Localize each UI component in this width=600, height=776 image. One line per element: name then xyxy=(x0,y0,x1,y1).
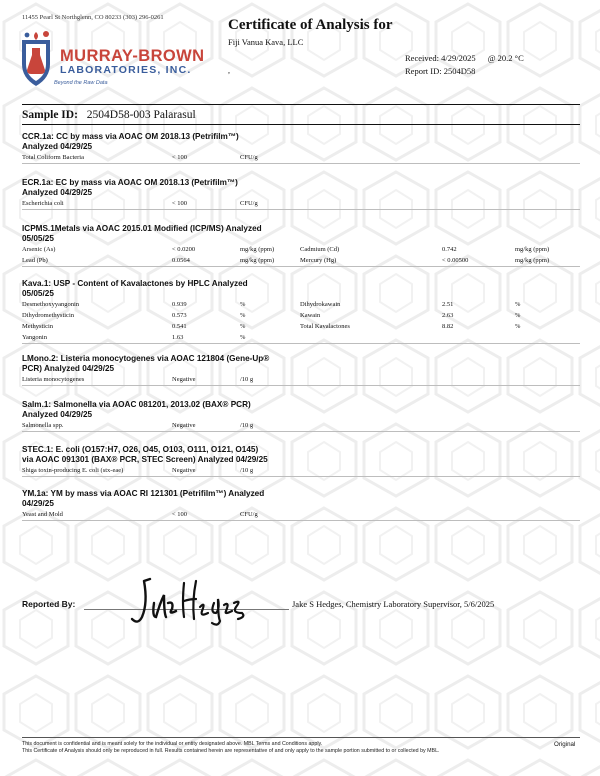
result-row xyxy=(22,244,580,255)
lab-tagline: Beyond the Raw Data xyxy=(54,80,108,86)
test-section-kava xyxy=(22,279,580,344)
section-title: Salm.1: Salmonella via AOAC 081201, 2013.02 (BAX® PCR) xyxy=(22,400,251,409)
analyte-name: Kawain xyxy=(300,312,321,319)
test-section-salmonella xyxy=(22,400,580,432)
analyte-name: Dihydromethysticin xyxy=(22,312,74,319)
result-unit: /10 g xyxy=(240,467,254,474)
section-analyzed: PCR) Analyzed 04/29/25 xyxy=(22,364,115,373)
result-unit: /10 g xyxy=(240,376,254,383)
analyte-name: Lead (Pb) xyxy=(22,257,48,264)
result-value: 2.63 xyxy=(442,312,454,319)
section-title: STEC.1: E. coli (O157:H7, O26, O45, O103, O111, O121, O145) xyxy=(22,445,259,454)
analyte-name: Total Kavalactones xyxy=(300,323,350,330)
result-value: Negative xyxy=(172,376,196,383)
client-address-line: , xyxy=(228,66,230,75)
section-title: ICPMS.1Metals via AOAC 2015.01 Modified (ICP/MS) Analyzed xyxy=(22,224,262,233)
result-unit: mg/kg (ppm) xyxy=(240,257,275,264)
section-analyzed: 04/29/25 xyxy=(22,499,54,508)
result-row xyxy=(22,332,580,343)
result-value: < 100 xyxy=(172,200,188,207)
result-value: 8.82 xyxy=(442,323,454,330)
report-id-value: 2504D58 xyxy=(443,66,476,76)
analyte-name: Yeast and Mold xyxy=(22,511,63,518)
received-temperature: @ 20.2 °C xyxy=(487,53,524,63)
result-row xyxy=(22,509,580,520)
lab-address: 11455 Pearl St Northglenn, CO 80233 (303) 296-0261 xyxy=(22,14,164,21)
result-unit: % xyxy=(240,334,246,341)
result-unit: % xyxy=(240,312,246,319)
result-unit: % xyxy=(515,312,521,319)
sample-id xyxy=(22,109,196,121)
result-unit: % xyxy=(515,301,521,308)
report-id-info xyxy=(405,66,475,76)
analyte-name: Listeria monocytogenes xyxy=(22,376,85,383)
section-title: Kava.1: USP - Content of Kavalactones by HPLC Analyzed xyxy=(22,279,248,288)
analyte-name: Mercury (Hg) xyxy=(300,257,337,264)
signer-name: Jake S Hedges, Chemistry Laboratory Supervisor, 5/6/2025 xyxy=(292,599,495,609)
result-row xyxy=(22,321,580,332)
lab-name: MURRAY-BROWN xyxy=(60,47,205,65)
result-value: 0.939 xyxy=(172,301,187,308)
footer-confidential: This document is confidential and is meant solely for the individual or entity designated above. MBL Terms and Conditions apply. xyxy=(22,741,323,747)
test-section-ym xyxy=(22,489,580,521)
section-analyzed: via AOAC 091301 (BAX® PCR, STEC Screen) Analyzed 04/29/25 xyxy=(22,455,268,464)
analyte-name: Dihydrokawain xyxy=(300,301,341,308)
result-row xyxy=(22,152,580,163)
test-section-icpms xyxy=(22,224,580,267)
result-unit: CFU/g xyxy=(240,154,258,161)
section-divider xyxy=(22,266,580,267)
result-unit: CFU/g xyxy=(240,511,258,518)
section-title: CCR.1a: CC by mass via AOAC OM 2018.13 (Petrifilm™) xyxy=(22,132,239,141)
sample-id-value: 2504D58-003 Palarasul xyxy=(86,109,196,121)
result-unit: % xyxy=(240,323,246,330)
result-unit: % xyxy=(515,323,521,330)
result-row xyxy=(22,420,580,431)
section-divider xyxy=(22,209,580,210)
result-value: < 0.00500 xyxy=(442,257,469,264)
section-divider xyxy=(22,431,580,432)
result-value: Negative xyxy=(172,467,196,474)
analyte-name: Total Coliform Bacteria xyxy=(22,154,84,161)
test-section-ecr xyxy=(22,178,580,210)
result-value: < 0.0200 xyxy=(172,246,196,253)
client-name: Fiji Vanua Kava, LLC xyxy=(228,37,304,47)
lab-logo xyxy=(16,28,206,90)
original-marker: Original xyxy=(554,741,576,748)
header-divider xyxy=(22,104,580,105)
received-label: Received: xyxy=(405,53,439,63)
analyte-name: Shiga toxin-producing E. coli (stx-eae) xyxy=(22,467,124,474)
section-divider xyxy=(22,476,580,477)
flask-shield-icon xyxy=(16,28,58,90)
result-row xyxy=(22,465,580,476)
result-value: 0.573 xyxy=(172,312,187,319)
result-row xyxy=(22,255,580,266)
section-title: LMono.2: Listeria monocytogenes via AOAC 121804 (Gene-Up® xyxy=(22,354,270,363)
result-unit: /10 g xyxy=(240,422,254,429)
section-title: YM.1a: YM by mass via AOAC RI 121301 (Petrifilm™) Analyzed xyxy=(22,489,265,498)
analyte-name: Yangonin xyxy=(22,334,47,341)
received-date: 4/29/2025 xyxy=(441,53,476,63)
section-analyzed: Analyzed 04/29/25 xyxy=(22,410,93,419)
analyte-name: Methysticin xyxy=(22,323,54,330)
analyte-name: Arsenic (As) xyxy=(22,246,56,253)
footer-reproduction: This Certificate of Analysis should only be reproduced in full. Results contained herein are representative of and only apply to the sample portion submitted to or collected by MBL. xyxy=(22,748,440,754)
result-value: 0.541 xyxy=(172,323,187,330)
section-divider xyxy=(22,385,580,386)
result-row xyxy=(22,310,580,321)
lab-subtitle: LABORATORIES, INC. xyxy=(60,64,192,76)
test-section-lmono xyxy=(22,354,580,386)
section-analyzed: Analyzed 04/29/25 xyxy=(22,142,93,151)
result-value: 1.63 xyxy=(172,334,184,341)
test-section-stec xyxy=(22,445,580,477)
result-value: 0.0564 xyxy=(172,257,190,264)
result-unit: mg/kg (ppm) xyxy=(240,246,275,253)
analyte-name: Cadmium (Cd) xyxy=(300,246,340,253)
analyte-name: Desmethoxyyangonin xyxy=(22,301,80,308)
result-row xyxy=(22,198,580,209)
result-unit: CFU/g xyxy=(240,200,258,207)
test-section-ccr xyxy=(22,132,580,164)
footer-divider xyxy=(22,737,580,738)
sample-divider xyxy=(22,124,580,125)
section-analyzed: Analyzed 04/29/25 xyxy=(22,188,93,197)
sample-id-label: Sample ID: xyxy=(22,109,78,121)
section-analyzed: 05/05/25 xyxy=(22,234,54,243)
report-id-label: Report ID: xyxy=(405,66,442,76)
section-divider xyxy=(22,163,580,164)
result-row xyxy=(22,374,580,385)
certificate-title: Certificate of Analysis for xyxy=(228,17,393,33)
analyte-name: Escherichia coli xyxy=(22,200,64,207)
result-value: < 100 xyxy=(172,511,188,518)
result-unit: mg/kg (ppm) xyxy=(515,257,550,264)
section-divider xyxy=(22,343,580,344)
section-analyzed: 05/05/25 xyxy=(22,289,54,298)
section-divider xyxy=(22,520,580,521)
section-title: ECR.1a: EC by mass via AOAC OM 2018.13 (Petrifilm™) xyxy=(22,178,238,187)
result-row xyxy=(22,299,580,310)
result-value: 2.51 xyxy=(442,301,454,308)
received-info xyxy=(405,53,524,63)
result-unit: % xyxy=(240,301,246,308)
analyte-name: Salmonella spp. xyxy=(22,422,64,429)
signature xyxy=(130,573,250,629)
result-unit: mg/kg (ppm) xyxy=(515,246,550,253)
result-value: < 100 xyxy=(172,154,188,161)
result-value: 0.742 xyxy=(442,246,457,253)
result-value: Negative xyxy=(172,422,196,429)
reported-by-label: Reported By: xyxy=(22,599,76,609)
